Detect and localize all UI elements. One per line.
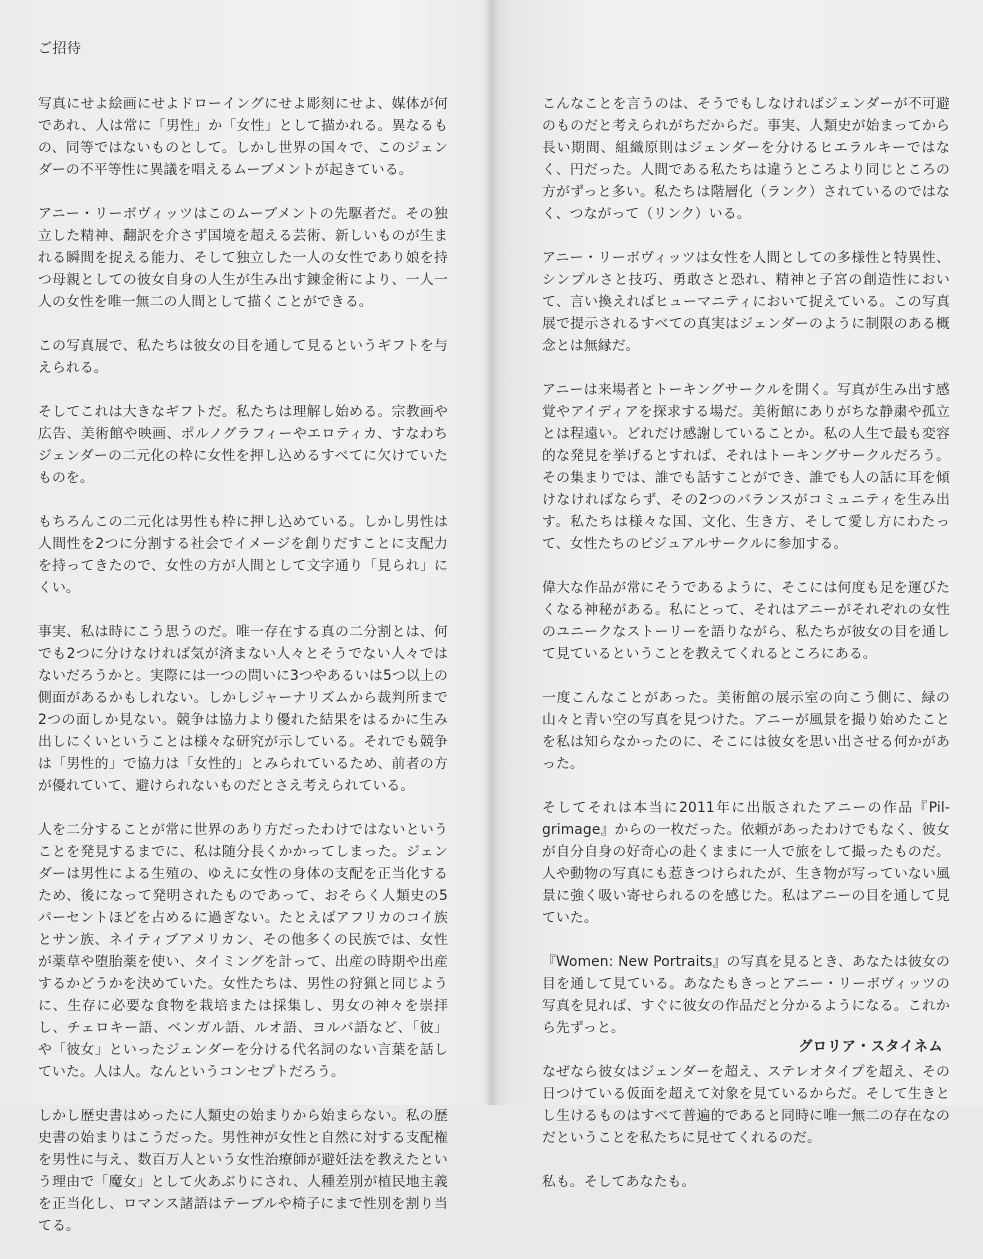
paragraph: アニー・リーボヴィッツはこのムーブメントの先駆者だ。その独立した精神、翻訳を介さず国境を超える芸術、新しいものが生まれる瞬間を捉える能力、そして独立した一人の女性であり娘を持つ母親としての彼女自身の人生が生み出す錬金術により、一人一人の女性を唯一無二の人間として描くことができる。 [38, 206, 448, 310]
paragraph: 一度こんなことがあった。美術館の展示室の向こう側に、緑の山々と青い空の写真を見つけた。アニーが風景を撮り始めたことを私は知らなかったのに、そこには彼女を思い出させる何かがあった。 [542, 690, 950, 772]
paragraph: この写真展で、私たちは彼女の目を通して見るというギフトを与えられる。 [38, 338, 448, 376]
paragraph: 写真にせよ絵画にせよドローイングにせよ彫刻にせよ、媒体が何であれ、人は常に「男性」か「女性」として描かれる。異なるもの、同等ではないものとして。しかし世界の国々で、このジェンダーの不平等性に異議を唱えるムーブメントが起きている。 [38, 96, 448, 178]
right-page [500, 0, 983, 1190]
paragraph: 人を二分することが常に世界のあり方だったわけではないということを発見するまでに、私は随分長くかかってしまった。ジェンダーは男性による生殖の、ゆえに女性の身体の支配を正当化するため、後になって発明されたものであって、おそらく人類史の5パーセントほどを占めるに過ぎない。たとえばアフリカのコイ族とサン族、ネイティブアメリカン、その他多くの民族では、女性が薬草や堕胎薬を使い、タイミングを計って、出産の時期や出産するかどうかを決めていた。女性たちは、男性の狩猟と同じように、生存に必要な食物を栽培または採集し、男女の神々を崇拝し、チェロキー語、ベンガル語、ルオ語、ヨルバ語など、「彼」や「彼女」といったジェンダーを分ける代名詞のない言葉を話していた。人は人。なんというコンセプトだろう。 [38, 822, 448, 1080]
paragraph: アニーは来場者とトーキングサークルを開く。写真が生み出す感覚やアイディアを探求する場だ。美術館にありがちな静粛や孤立とは程遠い。どれだけ感謝していることか。私の人生で最も変容的な発見を挙げるとすれば、それはトーキングサークルだろう。その集まりでは、誰でも話すことができ、誰でも人の話に耳を傾けなければならず、その2つのバランスがコミュニティを生み出す。私たちは様々な国、文化、生き方、そして愛し方にわたって、女性たちのビジュアルサークルに参加する。 [542, 382, 950, 552]
paragraph: そしてこれは大きなギフトだ。私たちは理解し始める。宗教画や広告、美術館や映画、ポルノグラフィーやエロティカ、すなわちジェンダーの二元化の枠に女性を押し込めるすべてに欠けていたものを。 [38, 404, 448, 486]
paragraph: 私も。そしてあなたも。 [542, 1174, 696, 1190]
left-page [0, 0, 486, 1234]
paragraph: 偉大な作品が常にそうであるように、そこには何度も足を運びたくなる神秘がある。私にとって、それはアニーがそれぞれの女性のユニークなストーリーを語りながら、私たちが彼女の目を通して見ているということを教えてくれるところにある。 [542, 580, 950, 662]
paragraph: アニー・リーボヴィッツは女性を人間としての多様性と特異性、シンプルさと技巧、勇敢さと恐れ、精神と子宮の創造性において、言い換えればヒューマニティにおいて捉えている。この写真展で提示されるすべての真実はジェンダーのように制限のある概念とは無縁だ。 [542, 250, 950, 354]
page-gutter [486, 0, 500, 1105]
page-heading: ご招待 [38, 41, 82, 57]
left-text-column [38, 93, 448, 1259]
paragraph: なぜなら彼女はジェンダーを超え、ステレオタイプを超え、その日つけている仮面を超えて対象を見ているからだ。そして生きとし生けるものはすべて普遍的であると同時に唯一無二の存在なのだということを私たちに見せてくれるのだ。 [542, 1064, 950, 1146]
paragraph: 『Women: New Portraits』の写真を見るとき、あなたは彼女の目を通して見ている。あなたもきっとアニー・リーボヴィッツの写真を見れば、すぐに彼女の作品だと分かるようになる。これから先ずっと。 [542, 954, 950, 1036]
paragraph: そしてそれは本当に2011年に出版されたアニーの作品『Pil-grimage』からの一枚だった。依頼があったわけでもなく、彼女が自分自身の好奇心の赴くままに一人で旅をして撮ったものだ。人や動物の写真にも惹きつけられたが、生き物が写っていない風景に強く吸い寄せられるのを感じた。私はアニーの目を通して見ていた。 [542, 800, 950, 926]
paragraph: もちろんこの二元化は男性も枠に押し込めている。しかし男性は人間性を2つに分割する社会でイメージを創りだすことに支配力を持ってきたので、女性の方が人間として文字通り「見られ」にくい。 [38, 514, 448, 596]
paragraph: しかし歴史書はめったに人類史の始まりから始まらない。私の歴史書の始まりはこうだった。男性神が女性と自然に対する支配権を男性に与え、数百万人という女性治療師が避妊法を教えたという理由で「魔女」として火あぶりにされ、人種差別が植民地主義を正当化し、ロマンス諸語はテーブルや椅子にまで性別を割り当てる。 [38, 1108, 448, 1234]
paragraph: 事実、私は時にこう思うのだ。唯一存在する真の二分割とは、何でも2つに分けなければ気が済まない人々とそうでない人々ではないだろうかと。実際には一つの問いに3つやあるいは5つ以上の側面があるかもしれない。しかしジャーナリズムから裁判所まで2つの面しか見ない。競争は協力より優れた結果をはるかに生み出しにくいということは様々な研究が示している。それでも競争は「男性的」で協力は「女性的」とみられているため、前者の方が優れていて、避けられないものだとさえ考えられている。 [38, 624, 448, 794]
author-signature: グロリア・スタイネム [798, 1039, 943, 1055]
paragraph: こんなことを言うのは、そうでもしなければジェンダーが不可避のものだと考えられがちだからだ。事実、人類史が始まってから長い期間、組織原則はジェンダーを分けるヒエラルキーではなく、円だった。人間である私たちは違うところより同じところの方がずっと多い。私たちは階層化（ランク）されているのではなく、つながって（リンク）いる。 [542, 96, 950, 222]
